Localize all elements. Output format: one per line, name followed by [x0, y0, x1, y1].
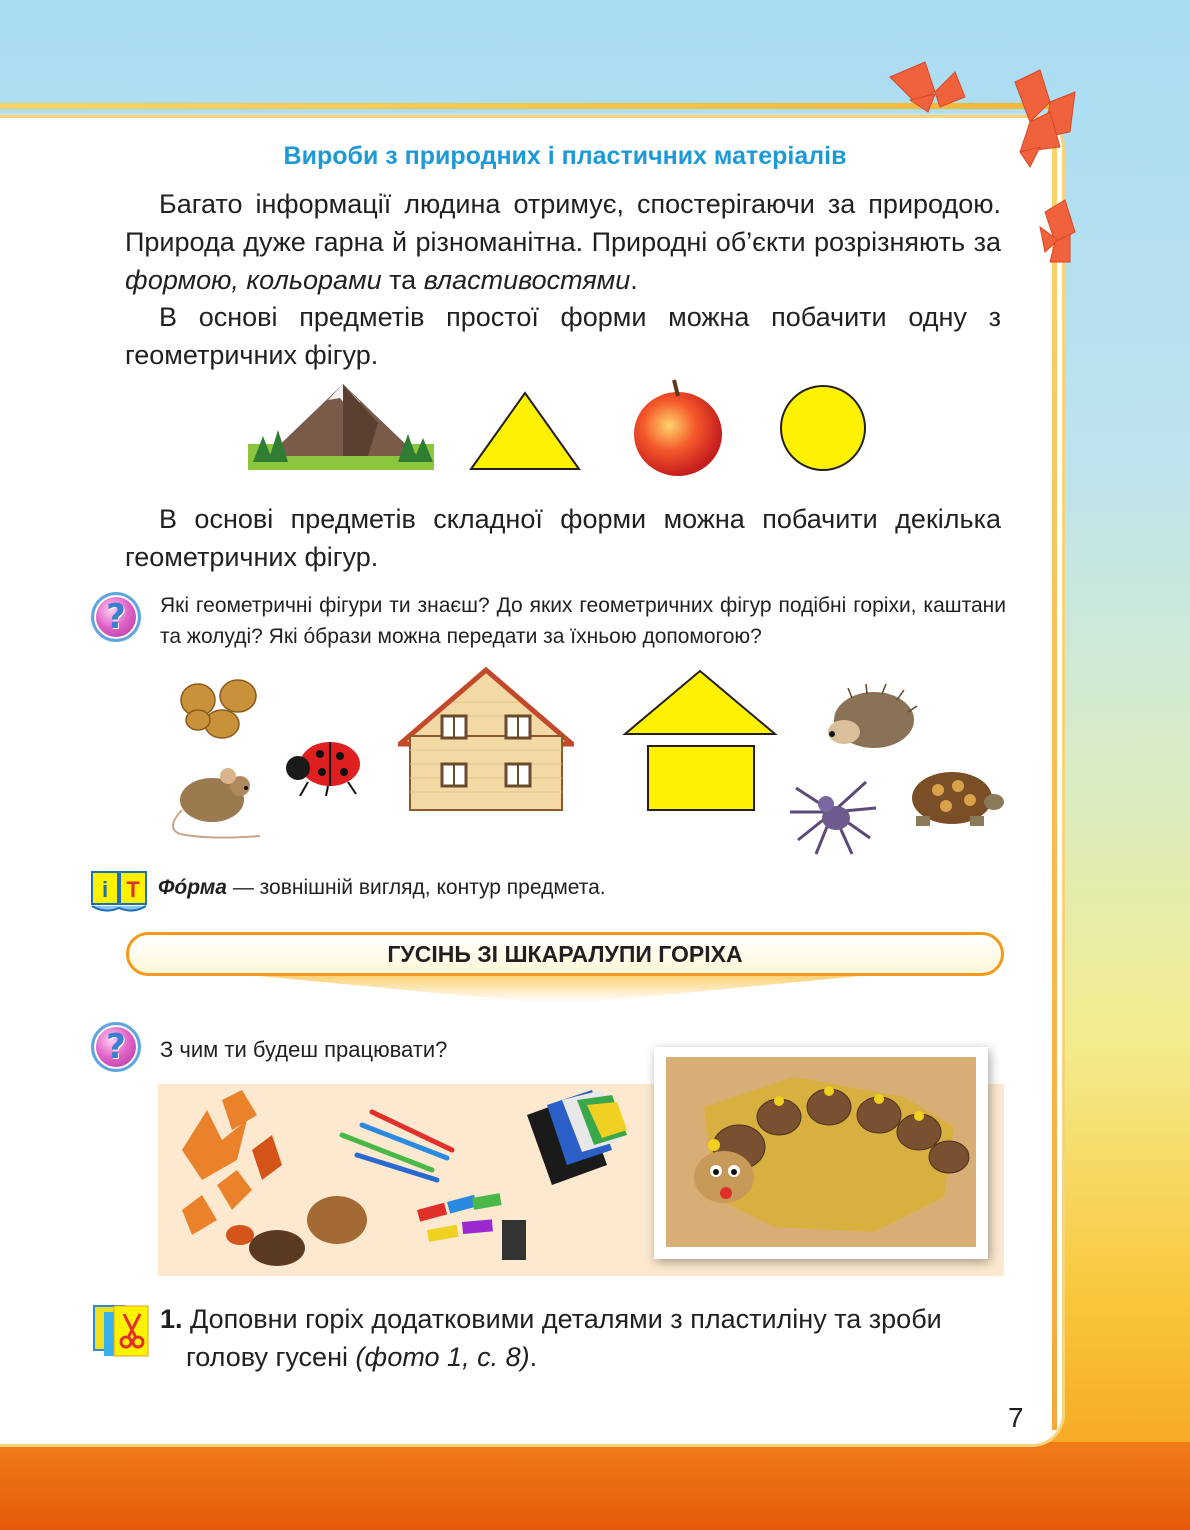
mouse-image — [160, 762, 266, 842]
paragraph-complex-shapes — [125, 500, 1001, 576]
turtle-image — [898, 762, 1004, 834]
page-number: 7 — [1008, 1402, 1024, 1433]
house-image — [398, 666, 574, 814]
section-title: Вироби з природних і пластичних матеріалів — [283, 142, 847, 170]
house-shapes — [622, 668, 778, 814]
para1-em2: властивостями — [423, 265, 631, 295]
question-icon: ? — [91, 1022, 141, 1072]
paragraph-nature — [125, 185, 1001, 299]
para1-text-c: . — [630, 265, 638, 295]
para2-text: В основі предметів простої форми можна побачити одну з геометричних фігур. — [125, 302, 1001, 370]
para1-text-b: та — [381, 265, 424, 295]
para3-text: В основі предметів складної форми можна побачити декілька геометричних фігур. — [125, 504, 1001, 572]
para1-text-a: Багато інформації людина отримує, спостерігаючи за природою. Природа дуже гарна й різноманітна. Природні об’єкти розрізняють за — [125, 189, 1001, 257]
task-1 — [160, 1300, 1006, 1376]
crafts-icon — [92, 1302, 150, 1360]
caterpillar-photo-image — [654, 1047, 988, 1259]
hedgehog-image — [822, 684, 918, 754]
task-number: 1. — [160, 1304, 183, 1334]
materials-image — [162, 1090, 652, 1270]
task-1-line-2 — [160, 1338, 1006, 1376]
circle-shape — [778, 383, 868, 473]
triangle-shape — [468, 390, 582, 472]
task-1-text-c: . — [529, 1342, 538, 1372]
para1-em1: формою, кольорами — [125, 265, 382, 295]
apple-image — [630, 378, 726, 478]
bottom-band — [0, 1442, 1190, 1530]
definition-text: — зовнішній вигляд, контур предмета. — [227, 876, 606, 899]
info-icon-letter-i: i — [101, 877, 109, 902]
ladybug-image — [278, 732, 368, 798]
definition-term: Фóрма — [158, 876, 227, 899]
spider-image — [786, 768, 880, 856]
task-1-text-a: Доповни горіх додатковими деталями з пластиліну та зроби — [190, 1304, 942, 1334]
walnuts-image — [180, 676, 264, 742]
caterpillar-photo — [654, 1047, 988, 1259]
question-icon: ? — [91, 592, 141, 642]
definition-form — [158, 876, 606, 900]
paragraph-simple-shapes — [125, 298, 1001, 374]
question-materials: З чим ти будеш працювати? — [160, 1037, 448, 1062]
side-stripe — [1052, 140, 1057, 1430]
task-1-line-1 — [160, 1300, 1006, 1338]
task-1-ref: (фото 1, с. 8) — [355, 1342, 530, 1372]
mountain-image — [248, 378, 434, 470]
task-1-text-b: голову гусені — [186, 1342, 356, 1372]
lesson-banner: ГУСІНЬ ЗІ ШКАРАЛУПИ ГОРІХА — [126, 932, 1004, 976]
info-book-icon — [90, 870, 148, 914]
info-icon-letter-t: T — [126, 877, 140, 902]
question-shapes: Які геометричні фігури ти знаєш? До яких геометричних фігур подібні горіхи, каштани та жолуді? Які óбрази можна передати за їхньою допомогою? — [160, 594, 1006, 648]
